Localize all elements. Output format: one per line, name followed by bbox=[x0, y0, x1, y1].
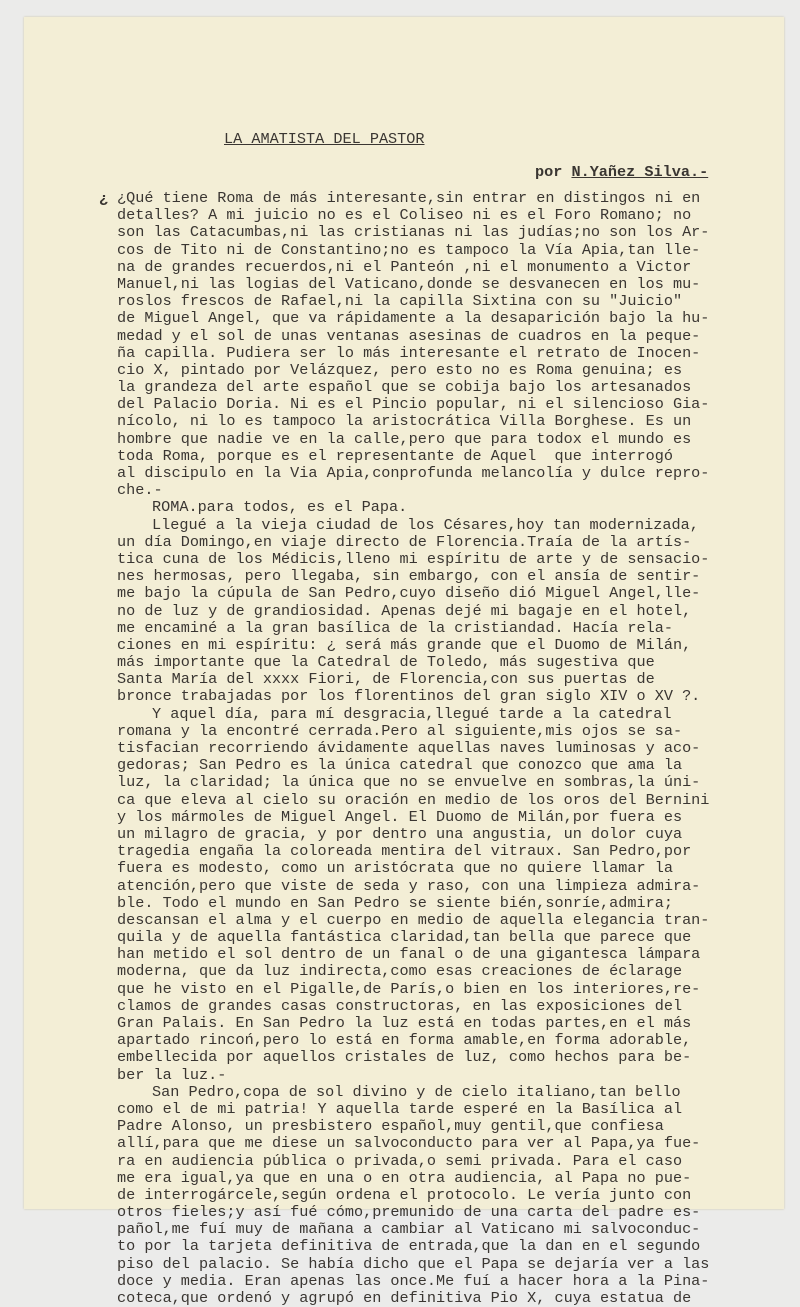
text-line: más importante que la Catedral de Toledo, más sugestiva que bbox=[117, 653, 655, 672]
text-line: ROMA.para todos, es el Papa. bbox=[152, 498, 408, 517]
text-line: Santa María del xxxx Fiori, de Florencia,con sus puertas de bbox=[117, 670, 655, 689]
text-line: tragedia engaña la coloreada mentira del vitraux. San Pedro,por bbox=[117, 842, 692, 861]
text-line: de interrogárcele,según ordena el protocolo. Le vería junto con bbox=[117, 1185, 692, 1204]
text-line: luz, la claridad; la única que no se envuelve en sombras,la úni- bbox=[117, 773, 701, 792]
text-line: na de grandes recuerdos,ni el Panteón ,ni el monumento a Victor bbox=[117, 257, 692, 276]
byline bbox=[535, 163, 708, 181]
text-line: me era igual,ya que en una o en otra audiencia, al Papa no pue- bbox=[117, 1168, 692, 1187]
text-line: apartado rincoń,pero lo está en forma amable,en forma adorable, bbox=[117, 1031, 692, 1050]
text-line: al discipulo en la Via Apia,conprofunda melancolía y dulce repro- bbox=[117, 464, 710, 482]
text-line: allí,para que me diese un salvoconducto para ver al Papa,ya fue- bbox=[117, 1134, 701, 1153]
text-line: ciones en mi espíritu: ¿ será más grande que el Duomo de Milán, bbox=[117, 635, 692, 654]
text-line: to por la tarjeta definitiva de entrada,que la dan en el segundo bbox=[117, 1237, 701, 1256]
text-line: nícolo, ni lo es tampoco la aristocrática Villa Borghese. Es un bbox=[117, 412, 692, 431]
byline-prefix: por bbox=[535, 163, 572, 181]
text-line: la grandeza del arte español que se cobija bajo los artesanados bbox=[117, 378, 692, 397]
text-line: otros fieles;y así fué cómo,premunido de una carta del padre es- bbox=[117, 1203, 701, 1222]
text-line: ble. Todo el mundo en San Pedro se siente bién,sonríe,admira; bbox=[117, 893, 673, 912]
text-line: ber la luz.- bbox=[117, 1065, 227, 1084]
text-line: que he visto en el Pigalle,de París,o bien en los interiores,re- bbox=[117, 979, 701, 998]
text-line: nes hermosas, pero llegaba, sin embargo, con el ansía de sentir- bbox=[117, 567, 701, 586]
text-line: cos de Tito ni de Constantino;no es tampoco la Vía Apia,tan lle- bbox=[117, 240, 701, 259]
text-line: Manuel,ni las logias del Vaticano,donde se desvanecen en los mu- bbox=[117, 274, 701, 293]
text-line: fuera es modesto, como un aristócrata que no quiere llamar la bbox=[117, 859, 673, 878]
text-line: San Pedro,copa de sol divino y de cielo italiano,tan bello bbox=[152, 1082, 681, 1101]
text-line: tisfacian recorriendo ávidamente aquellas naves luminosas y aco- bbox=[117, 739, 701, 757]
text-line: toda Roma, porque es el representante de Aquel que interrogó bbox=[117, 446, 673, 465]
text-line: como el de mi patria! Y aquella tarde esperé en la Basílica al bbox=[117, 1099, 683, 1118]
text-line: piso del palacio. Se había dicho que el Papa se dejaría ver a las bbox=[117, 1254, 710, 1273]
text-line: del Palacio Doria. Ni es el Pincio popular, ni el silencioso Gia- bbox=[117, 395, 710, 414]
text-line: moderna, que da luz indirecta,como esas creaciones de éclarage bbox=[117, 962, 683, 981]
text-line: quila y de aquella fantástica claridad,tan bella que parece que bbox=[117, 928, 692, 947]
text-line: romana y la encontré cerrada.Pero al siguiente,mis ojos se sa- bbox=[117, 721, 683, 740]
text-line: roslos frescos de Rafael,ni la capilla Sixtina con su "Juicio" bbox=[117, 292, 683, 311]
text-line: ¿Qué tiene Roma de más interesante,sin entrar en distingos ni en bbox=[117, 189, 701, 207]
text-line: ra en audiencia pública o privada,o semi privada. Para el caso bbox=[117, 1151, 683, 1170]
text-line: hombre que nadie ve en la calle,pero que para todox el mundo es bbox=[117, 429, 692, 448]
text-line: cio X, pintado por Velázquez, pero esto no es Roma genuina; es bbox=[117, 360, 683, 379]
text-line: Y aquel día, para mí desgracia,llegué tarde a la catedral bbox=[152, 704, 672, 723]
margin-mark: ¿ bbox=[99, 190, 109, 208]
text-line: Llegué a la vieja ciudad de los Césares,hoy tan modernizada, bbox=[152, 515, 699, 534]
text-line: atención,pero que viste de seda y raso, con una limpieza admira- bbox=[117, 876, 701, 895]
text-line: me encaminé a la gran basílica de la cristiandad. Hacía rela- bbox=[117, 618, 673, 637]
text-line: un día Domingo,en viaje directo de Florencia.Traía de la artís- bbox=[117, 532, 692, 551]
text-line: y los mármoles de Miguel Angel. El Duomo de Milán,por fuera es bbox=[117, 807, 683, 826]
text-line: un milagro de gracia, y por dentro una angustia, un dolor cuya bbox=[117, 824, 683, 843]
text-line: embellecida por aquellos cristales de luz, como hechos para be- bbox=[117, 1048, 692, 1067]
text-line: son las Catacumbas,ni las cristianas ni las judías;no son los Ar- bbox=[117, 223, 710, 242]
text-line: de Miguel Angel, que va rápidamente a la desaparición bajo la hu- bbox=[117, 309, 710, 328]
text-line: descansan el alma y el cuerpo en medio de aquella elegancia tran- bbox=[117, 910, 710, 929]
byline-author: N.Yañez Silva.- bbox=[571, 163, 709, 181]
text-line: han metido el sol dentro de un fanal o de una gigantesca lámpara bbox=[117, 945, 701, 964]
text-line: ña capilla. Pudiera ser lo más interesante el retrato de Inocen- bbox=[117, 343, 701, 362]
text-line: tica cuna de los Médicis,lleno mi espíritu de arte y de sensacio- bbox=[117, 549, 710, 568]
text-line: coteca,que ordenó y agrupó en definitiva Pio X, cuya estatua de bbox=[117, 1289, 692, 1307]
text-line: doce y media. Eran apenas las once.Me fuí a hacer hora a la Pina- bbox=[117, 1271, 710, 1290]
text-line: pañol,me fuí muy de mañana a cambiar al Vaticano mi salvoconduc- bbox=[117, 1220, 701, 1239]
document-title: LA AMATISTA DEL PASTOR bbox=[224, 130, 425, 148]
document-body bbox=[99, 189, 757, 1307]
text-line: Gran Palais. En San Pedro la luz está en todas partes,en el más bbox=[117, 1014, 692, 1032]
text-line: ca que eleva al cielo su oración en medio de los oros del Bernini bbox=[117, 790, 710, 809]
text-line: me bajo la cúpula de San Pedro,cuyo diseño dió Miguel Angel,lle- bbox=[117, 584, 701, 603]
text-line: Padre Alonso, un presbistero español,muy gentil,que confiesa bbox=[117, 1117, 664, 1136]
text-line: gedoras; San Pedro es la única catedral que conozco que ama la bbox=[117, 756, 683, 775]
text-line: no de luz y de grandiosidad. Apenas dejé mi bagaje en el hotel, bbox=[117, 601, 692, 620]
text-line: clamos de grandes casas constructoras, en las exposiciones del bbox=[117, 996, 683, 1015]
text-line: medad y el sol de unas ventanas asesinas de cuadros en la peque- bbox=[117, 326, 701, 345]
text-line: detalles? A mi juicio no es el Coliseo ni es el Foro Romano; no bbox=[117, 206, 692, 225]
text-line: bronce trabajadas por los florentinos del gran siglo XIV o XV ?. bbox=[117, 687, 701, 706]
text-line: che.- bbox=[117, 481, 163, 500]
